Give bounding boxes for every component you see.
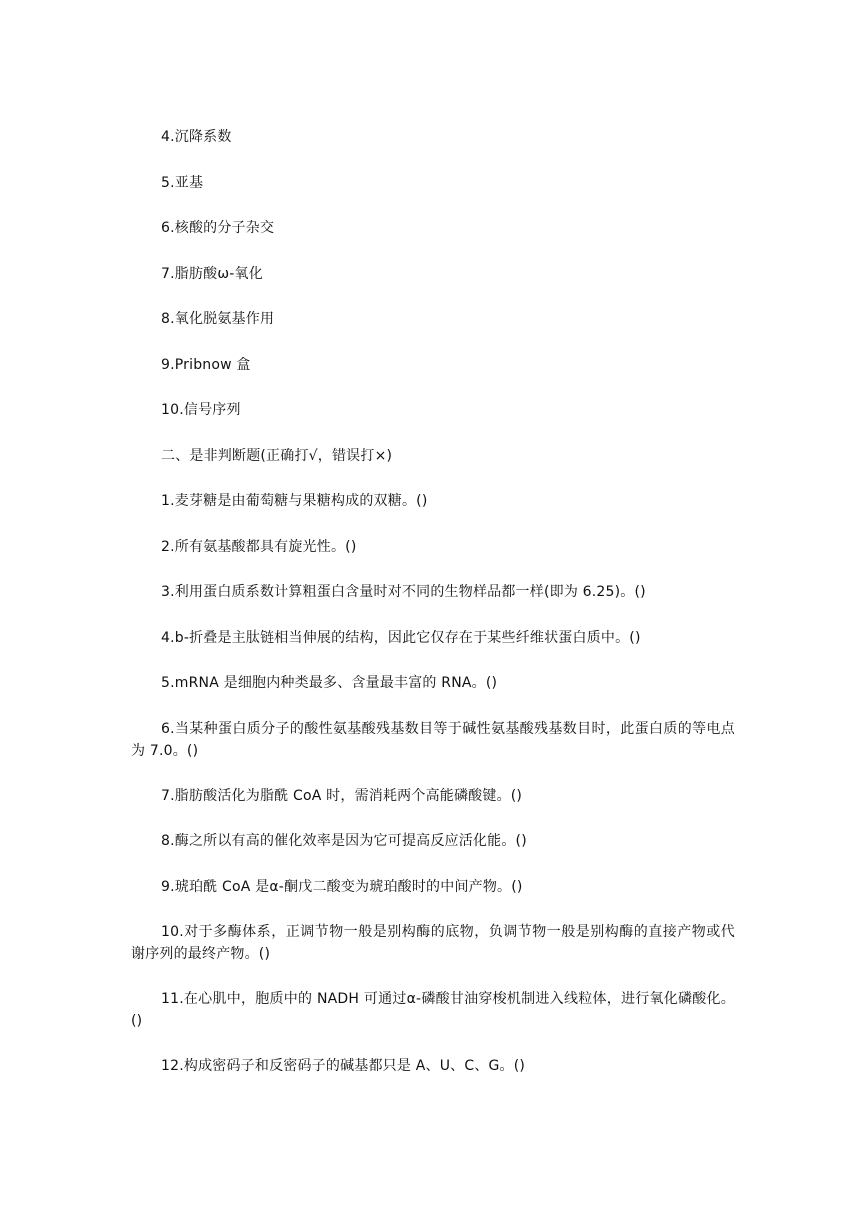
term-item-7: 7.脂肪酸ω-氧化 (161, 265, 263, 282)
question-8: 8.酶之所以有高的催化效率是因为它可提高反应活化能。() (161, 833, 527, 849)
question-1: 1.麦芽糖是由葡萄糖与果糖构成的双糖。() (161, 493, 428, 509)
term-item-6: 6.核酸的分子杂交 (161, 220, 275, 236)
question-11: 11.在心肌中，胞质中的 NADH 可通过α-磷酸甘油穿梭机制进入线粒体，进行氧化磷酸化。() (131, 991, 735, 1029)
question-7: 7.脂肪酸活化为脂酰 CoA 时，需消耗两个高能磷酸键。() (161, 787, 523, 804)
question-10: 10.对于多酶体系，正调节物一般是别构酶的底物，负调节物一般是别构酶的直接产物或代谢序列的最终产物。() (131, 924, 735, 962)
term-item-4: 4.沉降系数 (161, 129, 232, 145)
question-5: 5.mRNA 是细胞内种类最多、含量最丰富的 RNA。() (161, 675, 498, 691)
section-heading: 二、是非判断题(正确打√，错误打×) (161, 447, 393, 464)
question-12: 12.构成密码子和反密码子的碱基都只是 A、U、C、G。() (161, 1058, 526, 1074)
term-item-8: 8.氧化脱氨基作用 (161, 311, 275, 327)
question-4: 4.b-折叠是主肽链相当伸展的结构，因此它仅存在于某些纤维状蛋白质中。() (161, 629, 641, 646)
term-item-10: 10.信号序列 (161, 402, 241, 418)
term-item-5: 5.亚基 (161, 174, 204, 191)
question-3: 3.利用蛋白质系数计算粗蛋白含量时对不同的生物样品都一样(即为 6.25)。() (161, 584, 646, 600)
question-9: 9.琥珀酰 CoA 是α-酮戊二酸变为琥珀酸时的中间产物。() (161, 878, 523, 895)
question-2: 2.所有氨基酸都具有旋光性。() (161, 538, 357, 555)
term-item-9: 9.Pribnow 盒 (161, 356, 251, 373)
document-body (131, 126, 735, 1101)
question-6: 6.当某种蛋白质分子的酸性氨基酸残基数目等于碱性氨基酸残基数目时，此蛋白质的等电点为 7.0。() (131, 720, 735, 759)
